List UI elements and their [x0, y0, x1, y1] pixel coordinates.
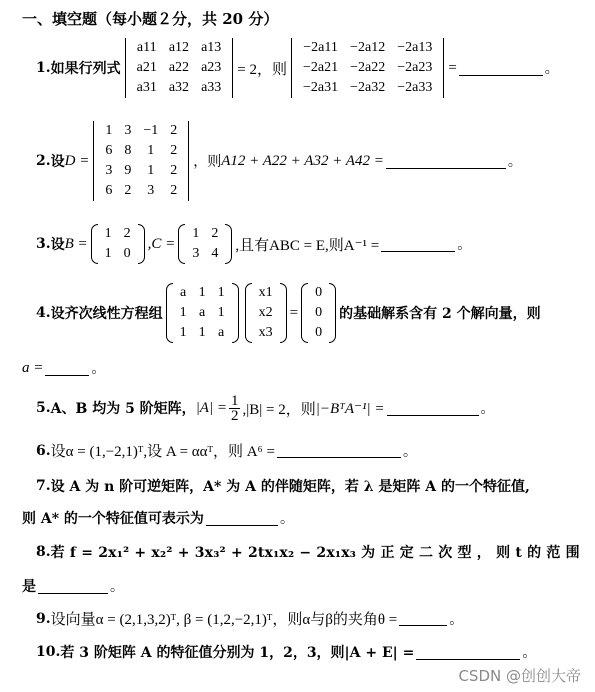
q4-answer-blank[interactable] — [45, 361, 89, 376]
q10-number: 10. — [36, 644, 61, 660]
q4-zero-vector — [301, 283, 336, 343]
matrix-cell: a — [218, 325, 225, 340]
matrix-cell: 9 — [124, 163, 132, 178]
matrix-cell: a23 — [201, 60, 222, 75]
matrix-cell: 1 — [179, 305, 187, 320]
q3-matrix-c — [178, 224, 232, 264]
matrix-cell: 1 — [147, 143, 155, 158]
q4-period: 。 — [91, 361, 106, 377]
matrix-cell: a11 — [136, 40, 157, 55]
q3-b-lhs: B = — [64, 235, 88, 252]
matrix-cell: −2a11 — [303, 40, 338, 55]
q5-rest: ,|B| = 2，则 — [242, 401, 316, 418]
q1-determinant-a — [125, 38, 234, 98]
matrix-cell: 1 — [198, 285, 206, 300]
matrix-cell: 3 — [147, 183, 155, 198]
matrix-cell: 0 — [315, 305, 323, 320]
question-9 — [36, 608, 463, 629]
q6-number: 6. — [36, 442, 51, 459]
matrix-cell: 0 — [315, 285, 323, 300]
q4-unknown-vector — [245, 283, 287, 343]
q4-number: 4. — [36, 305, 51, 321]
matrix-cell: 1 — [198, 325, 206, 340]
matrix-cell: 1 — [217, 285, 225, 300]
question-1 — [36, 36, 559, 100]
q3-c-lhs: ,C = — [147, 235, 176, 252]
matrix-cell: 3 — [105, 163, 113, 178]
q2-lhs: D = — [64, 152, 90, 169]
q8-number: 8. — [36, 544, 51, 560]
matrix-cell: 8 — [124, 143, 132, 158]
matrix-cell: x1 — [258, 285, 273, 300]
matrix-cell: a22 — [168, 60, 190, 75]
matrix-cell: 2 — [170, 143, 178, 158]
question-4-line2 — [22, 358, 105, 378]
q10-period: 。 — [522, 645, 537, 661]
q7-answer-blank[interactable] — [206, 511, 278, 526]
matrix-cell: −2a22 — [350, 60, 386, 75]
matrix-cell: x2 — [258, 305, 273, 320]
q7-line1: 设 A 为 n 阶可逆矩阵，A* 为 A 的伴随矩阵，若 λ 是矩阵 A 的一个特征值, — [50, 479, 530, 495]
q2-mid: ，则 — [193, 154, 222, 170]
q2-number: 2. — [36, 153, 51, 169]
question-6 — [36, 440, 417, 461]
q3-text: 设 — [50, 237, 65, 253]
matrix-cell: a — [180, 285, 187, 300]
matrix-cell: 1 — [179, 325, 187, 340]
q7-number: 7. — [36, 478, 51, 494]
matrix-cell: −1 — [143, 123, 159, 138]
matrix-cell: 0 — [123, 246, 131, 261]
q1-end: = — [448, 59, 457, 76]
q7-period: 。 — [279, 511, 294, 527]
q8-line2: 是 — [22, 579, 36, 595]
section-heading: 一、填空题（每小题２分，共 20 分） — [22, 10, 279, 28]
q10-text: 若 3 阶矩阵 A 的特征值分别为 1，2，3，则|A + E| = — [60, 645, 415, 661]
matrix-cell: 1 — [192, 226, 200, 241]
q7-line2: 则 A* 的一个特征值可表示为 — [22, 511, 204, 527]
q10-answer-blank[interactable] — [416, 645, 520, 660]
question-8 — [36, 542, 580, 562]
q1-answer-blank[interactable] — [459, 61, 543, 76]
matrix-cell: 6 — [105, 183, 113, 198]
matrix-cell: a — [199, 305, 206, 320]
q3-answer-blank[interactable] — [381, 237, 455, 252]
matrix-cell: a31 — [136, 80, 157, 95]
q2-text: 设 — [50, 154, 65, 170]
q2-period: 。 — [507, 154, 522, 170]
matrix-cell: a13 — [201, 40, 222, 55]
matrix-cell: −2a33 — [397, 80, 433, 95]
q5-text: A、B 均为 5 阶矩阵， — [50, 401, 196, 417]
matrix-cell: −2a32 — [350, 80, 386, 95]
q5-period: 。 — [480, 401, 495, 417]
q1-period: 。 — [544, 61, 559, 77]
q9-period: 。 — [449, 611, 464, 628]
matrix-cell: x3 — [258, 325, 273, 340]
q9-answer-blank[interactable] — [399, 611, 447, 626]
question-4 — [36, 282, 541, 344]
question-7-line2 — [22, 508, 294, 528]
question-10 — [36, 642, 536, 662]
q4-a-lhs: a = — [22, 359, 44, 376]
q9-text: 设向量α = (2,1,3,2)ᵀ, β = (1,2,−2,1)ᵀ，则α与β的夹角θ = — [50, 612, 398, 628]
q1-text: 如果行列式 — [50, 61, 121, 77]
q4-rest: 的基础解系含有 2 个解向量，则 — [339, 306, 541, 322]
q5-a-abs: |A| = — [195, 399, 227, 416]
q1-determinant-scaled — [291, 38, 444, 98]
q5-answer-blank[interactable] — [387, 401, 479, 416]
matrix-cell: 3 — [124, 123, 132, 138]
matrix-cell: −2a31 — [303, 80, 339, 95]
matrix-cell: 1 — [217, 305, 225, 320]
q6-text: 设α = (1,−2,1)ᵀ,设 A = ααᵀ，则 A⁶ = — [50, 444, 275, 460]
q6-period: 。 — [402, 443, 417, 460]
q5-frac-denominator: 2 — [230, 407, 239, 424]
q4-text: 设齐次线性方程组 — [50, 306, 163, 322]
matrix-cell: a21 — [136, 60, 157, 75]
matrix-cell: −2a13 — [397, 40, 433, 55]
q3-rest: ,且有ABC = E,则A⁻¹ = — [235, 237, 380, 254]
matrix-cell: 1 — [104, 246, 112, 261]
matrix-cell: 1 — [147, 163, 155, 178]
matrix-cell: 1 — [105, 123, 113, 138]
q2-expression: A12 + A22 + A32 + A42 = — [221, 152, 384, 169]
question-3 — [36, 222, 471, 266]
matrix-cell: 4 — [211, 246, 219, 261]
matrix-cell: 1 — [104, 226, 112, 241]
matrix-cell: −2a12 — [350, 40, 386, 55]
matrix-cell: a32 — [168, 80, 190, 95]
matrix-cell: 2 — [170, 183, 178, 198]
matrix-cell: a33 — [201, 80, 222, 95]
q4-coefficient-matrix — [166, 283, 239, 343]
matrix-cell: 2 — [124, 183, 132, 198]
q3-matrix-b — [91, 224, 145, 264]
q4-equals: = — [289, 304, 299, 321]
q2-answer-blank[interactable] — [386, 154, 506, 169]
matrix-cell: 2 — [170, 163, 178, 178]
question-5 — [36, 388, 495, 428]
matrix-cell: 2 — [170, 123, 178, 138]
matrix-cell: −2a21 — [303, 60, 339, 75]
q3-number: 3. — [36, 236, 51, 252]
question-8-line2 — [22, 576, 124, 596]
q2-determinant — [93, 121, 189, 201]
matrix-cell: 2 — [211, 226, 219, 241]
q1-equals: = 2，则 — [237, 61, 287, 78]
q5-frac-numerator: 1 — [230, 392, 239, 409]
q3-period: 。 — [457, 237, 472, 253]
q8-period: 。 — [110, 579, 124, 595]
watermark: CSDN @创创大帝 — [458, 667, 581, 685]
matrix-cell: 3 — [192, 246, 200, 261]
matrix-cell: a12 — [168, 40, 190, 55]
question-2 — [36, 114, 522, 208]
matrix-cell: 2 — [123, 226, 131, 241]
question-7 — [36, 476, 530, 496]
q5-fraction — [229, 394, 241, 423]
q5-expression: |−BᵀA⁻¹| = — [315, 400, 385, 417]
matrix-cell: 6 — [105, 143, 113, 158]
matrix-cell: −2a23 — [397, 60, 433, 75]
q5-number: 5. — [36, 400, 51, 416]
q8-line1: 若 f = 2x₁² + x₂² + 3x₃² + 2tx₁x₂ − 2x₁x₃ 为 正 定 二 次 型 ， 则 t 的 范 围 — [50, 545, 580, 561]
q8-answer-blank[interactable] — [38, 579, 108, 594]
matrix-cell: 0 — [315, 325, 323, 340]
q9-number: 9. — [36, 610, 51, 627]
q1-number: 1. — [36, 60, 51, 76]
q6-answer-blank[interactable] — [277, 443, 401, 458]
